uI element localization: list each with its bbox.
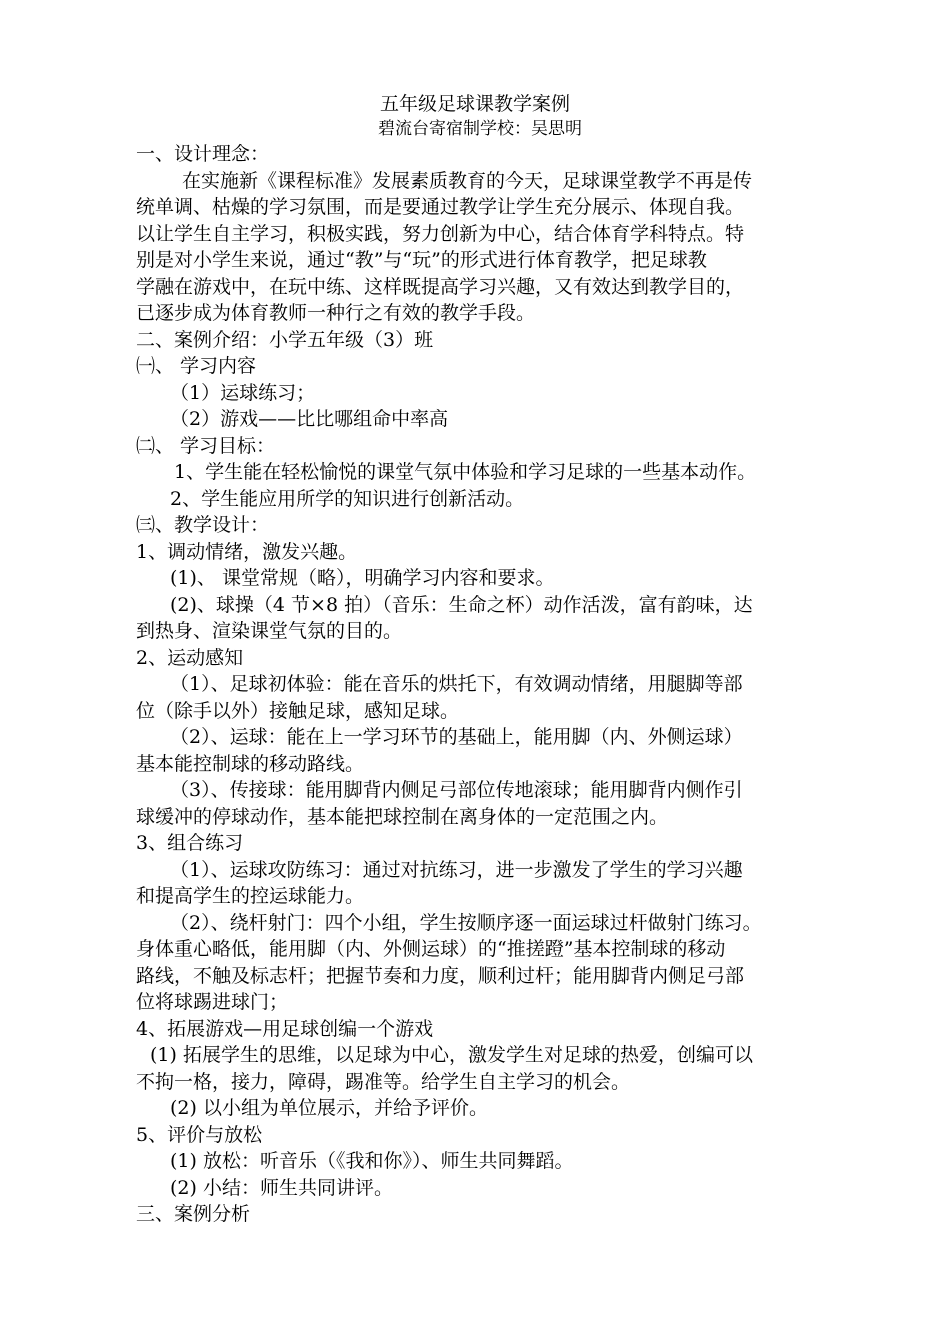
list-item: (1) 拓展学生的思维，以足球为中心，激发学生对足球的热爱，创编可以 (150, 1044, 753, 1066)
paragraph-line: 在实施新《课程标准》发展素质教育的今天，足球课堂教学不再是传 (182, 169, 753, 192)
list-item: (1)、 课堂常规（略），明确学习内容和要求。 (170, 567, 555, 589)
step-heading: 3、组合练习 (136, 832, 244, 854)
paragraph-line: 基本能控制球的移动路线。 (136, 752, 365, 775)
step-heading: 4、拓展游戏—用足球创编一个游戏 (136, 1017, 434, 1040)
paragraph-line: 别是对小学生来说，通过“教”与“玩”的形式进行体育教学，把足球教 (136, 249, 707, 271)
list-item: (2) 以小组为单位展示，并给予评价。 (170, 1097, 488, 1119)
list-item: 2、学生能应用所学的知识进行创新活动。 (170, 487, 525, 510)
paragraph-line: 以让学生自主学习，积极实践，努力创新为中心，结合体育学科特点。特 (136, 222, 745, 245)
list-item: （1）、运球攻防练习：通过对抗练习，进一步激发了学生的学习兴趣 (170, 858, 743, 881)
subsection-heading: ㈠、 学习内容 (136, 355, 257, 377)
step-heading: 5、评价与放松 (136, 1123, 263, 1146)
step-heading: 1、调动情绪，激发兴趣。 (136, 540, 358, 563)
list-item: (2)、球操（4 节×8 拍）（音乐：生命之杯）动作活泼，富有韵味，达 (170, 593, 753, 616)
paragraph-line: 到热身、渲染课堂气氛的目的。 (136, 620, 403, 642)
paragraph-line: 学融在游戏中，在玩中练、这样既提高学习兴趣，又有效达到教学目的， (136, 275, 745, 298)
list-item: 1、学生能在轻松愉悦的课堂气氛中体验和学习足球的一些基本动作。 (174, 461, 757, 483)
paragraph-line: 球缓冲的停球动作，基本能把球控制在离身体的一定范围之内。 (136, 805, 669, 828)
document-body (136, 141, 856, 1228)
paragraph-line: 和提高学生的控运球能力。 (136, 885, 365, 907)
step-heading: 2、运动感知 (136, 646, 244, 669)
list-item: （2）、运球：能在上一学习环节的基础上，能用脚（内、外侧运球） (170, 726, 743, 748)
document-title: 五年级足球课教学案例 (379, 93, 570, 115)
paragraph-line: 已逐步成为体育教师一种行之有效的教学手段。 (136, 302, 536, 324)
document-subtitle: 碧流台寄宿制学校：吴思明 (378, 119, 582, 139)
list-item: (2) 小结：师生共同讲评。 (170, 1176, 393, 1199)
subsection-heading: ㈡、 学习目标： (136, 434, 276, 457)
list-item: （1）运球练习； (170, 381, 316, 404)
list-item: （1）、足球初体验：能在音乐的烘托下，有效调动情绪，用腿脚等部 (170, 673, 743, 695)
paragraph-line: 位将球踢进球门； (136, 991, 289, 1013)
paragraph-line: 身体重心略低，能用脚（内、外侧运球）的“推搓蹬”基本控制球的移动 (136, 938, 726, 960)
subsection-heading: ㈢、教学设计： (136, 514, 270, 536)
paragraph-line: 不拘一格，接力，障碍，踢准等。给学生自主学习的机会。 (136, 1070, 631, 1093)
paragraph-line: 路线，不触及标志杆；把握节奏和力度，顺利过杆；能用脚背内侧足弓部 (136, 964, 745, 987)
list-item: （2）游戏——比比哪组命中率高 (170, 408, 449, 430)
section-heading: 三、案例分析 (136, 1203, 251, 1225)
list-item: （2）、绕杆射门：四个小组，学生按顺序逐一面运球过杆做射门练习。 (170, 911, 762, 934)
list-item: （3）、传接球：能用脚背内侧足弓部位传地滚球；能用脚背内侧作引 (170, 779, 743, 801)
paragraph-line: 位（除手以外）接触足球，感知足球。 (136, 699, 460, 722)
list-item: (1) 放松：听音乐（《我和你》）、师生共同舞蹈。 (170, 1150, 574, 1172)
section-heading: 二、案例介绍：小学五年级（3）班 (136, 328, 434, 351)
section-heading: 一、设计理念： (136, 143, 270, 165)
paragraph-line: 统单调、枯燥的学习氛围，而是要通过教学让学生充分展示、体现自我。 (136, 196, 745, 218)
